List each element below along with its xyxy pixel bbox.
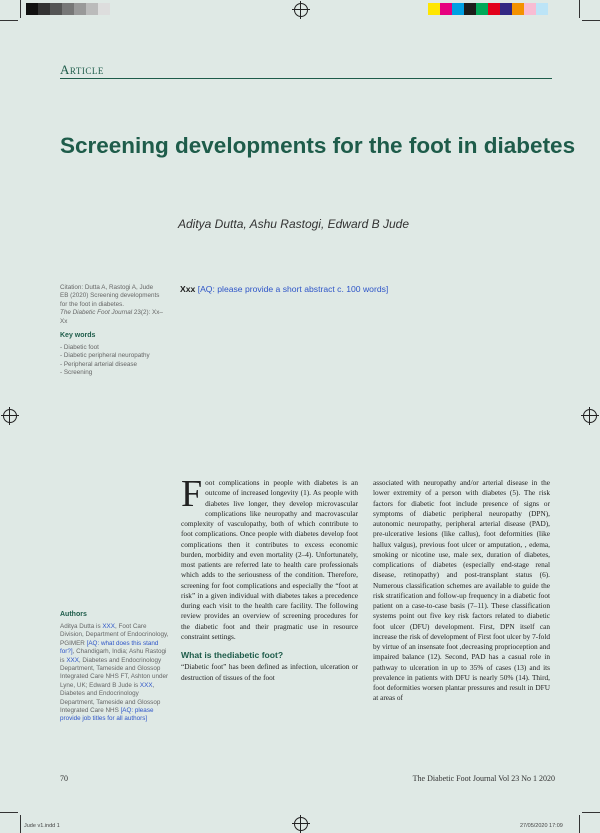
- crop-mark: [0, 20, 18, 21]
- gray-swatch: [98, 3, 110, 15]
- crop-mark: [582, 20, 600, 21]
- color-swatch: [452, 3, 464, 15]
- authors-heading: Authors: [60, 611, 87, 618]
- section-label: Article: [60, 62, 104, 77]
- gray-swatch: [50, 3, 62, 15]
- citation: [60, 284, 168, 326]
- abstract-query: [AQ: please provide a short abstract c. 100 words]: [197, 284, 389, 294]
- color-swatch: [512, 3, 524, 15]
- affiliation-text: , Foot Care Division, Department of Endocrinology, PGIMER: [60, 623, 169, 647]
- keywords-heading: Key words: [60, 332, 96, 339]
- author-affiliations: [60, 623, 170, 724]
- color-swatch: [536, 3, 548, 15]
- body-paragraph: associated with neuropathy and/or arterial disease in the lower extremity of a person with diabetes (5). The risk factors for diabetic foot include presence of signs or symptoms of diabetic peripheral neuropathy (DPN), autonomic neuropathy, peripheral arterial disease (PAD), pre-ulcerative lesions (like callus), foot deformities (like hallux valgus), previous foot ulcer or amputation, , edema, smoking or nicotine use, male sex, duration of diabetes, complications of diabetes (especially end-stage renal disease, retinopathy) and post-transplant status (6). Numerous classification schemes are available to guide the risk stratification and follow-up frequency in a diabetic foot patient on a case-to-case basis (7–11). These classification systems point out five key risk factors related to diabetic foot ulcer (DFU) development. First, DPN itself can increase the risk of development of First foot ulcer by 7-fold by virtue of an insensate foot ,decreasing proprioception and impaired balance (12). Second, PAD has a casual role in pathway to ulceration in up to 35% of cases (13) and its prevalence in patients with DFU is nearly 50% (14). Third, foot deformities worsen plantar pressures and result in DFU at areas of: [373, 478, 550, 703]
- keyword-item: - Peripheral arterial disease: [60, 360, 137, 368]
- author-query: [AQ: please provide job titles for all authors]: [60, 707, 154, 723]
- author-query: XXX: [139, 681, 153, 689]
- citation-journal: The Diabetic Foot Journal: [60, 309, 133, 317]
- gray-swatch: [62, 3, 74, 15]
- gray-swatch: [86, 3, 98, 15]
- registration-mark-bottom: [294, 817, 308, 831]
- color-swatch: [464, 3, 476, 15]
- crop-mark: [579, 0, 580, 18]
- abstract-lead: Xxx: [180, 284, 196, 294]
- body-paragraph: oot complications in people with diabetes is an outcome of increased longevity (1). As people with diabetes live longer, they develop microvascular complications like neuropathy and macrovascular complexity of vasculopathy, both of which contribute to foot complications. Once people with diabetes develop foot complications then it contributes to excess economic burden, morbidity and even mortality (2–4). Unfortunately, most patients are referred late to health care professionals which adds to the seriousness of the condition. Therefore, screening for foot complications and especially the “foot at risk” in a given individual with diabetes takes a precedence during each visit to the health care facility. The following review provides an overview of screening procedures for the diabetic foot and their pragmatic use in resource constraint settings.: [181, 478, 358, 641]
- drop-cap: F: [181, 473, 203, 515]
- color-swatch: [488, 3, 500, 15]
- crop-mark: [20, 0, 21, 18]
- journal-footer: The Diabetic Foot Journal Vol 23 No 1 2020: [412, 774, 555, 783]
- color-swatch: [428, 3, 440, 15]
- crop-mark: [582, 812, 600, 813]
- color-swatch: [440, 3, 452, 15]
- registration-mark-left: [3, 409, 17, 423]
- header-rule: [60, 78, 552, 79]
- affiliation-text: , Diabetes and Endocrinology Department, Tameside and Glossop Integrated Care NHS FT, Ashton under Lyne, UK; Edward B Jude is: [60, 656, 169, 689]
- crop-mark: [579, 815, 580, 833]
- registration-mark-right: [583, 409, 597, 423]
- citation-line: EB (2020) Screening developments: [60, 292, 160, 300]
- citation-line: for the foot in diabetes.: [60, 300, 125, 308]
- citation-volume: 23(2): Xx–Xx: [60, 309, 163, 325]
- crop-mark: [0, 812, 18, 813]
- section-heading: What is thediabetic foot?: [181, 650, 284, 660]
- registration-mark-top: [294, 3, 308, 17]
- affiliation-text: , Chandigarh, India; Ashu Rastogi is: [60, 648, 167, 664]
- page-number: 70: [60, 774, 68, 783]
- author-query: [AQ: what does this stand for?]: [60, 639, 159, 656]
- citation-line: Citation: Dutta A, Rastogi A, Jude: [60, 284, 154, 291]
- slug-filename: Jude v1.indd 1: [24, 823, 60, 829]
- color-swatch: [524, 3, 536, 15]
- keywords-list: [60, 344, 168, 378]
- color-swatch: [500, 3, 512, 15]
- color-swatch: [476, 3, 488, 15]
- author-query: XXX: [102, 623, 115, 630]
- affiliation-text: Aditya Dutta is: [60, 623, 103, 630]
- author-list: Aditya Dutta, Ashu Rastogi, Edward B Jude: [178, 217, 410, 231]
- body-paragraph: “Diabetic foot” has been defined as infection, ulceration or destruction of tissues of the foot: [181, 662, 358, 682]
- keyword-item: - Screening: [60, 369, 93, 377]
- crop-mark: [20, 815, 21, 833]
- gray-swatch: [74, 3, 86, 15]
- body-column-2: [373, 478, 550, 704]
- gray-swatch: [38, 3, 50, 15]
- keyword-item: - Diabetic peripheral neuropathy: [60, 352, 150, 360]
- author-query: XXX: [66, 656, 79, 664]
- gray-swatch: [26, 3, 38, 15]
- abstract: [180, 284, 388, 294]
- body-column-1: [181, 473, 358, 683]
- article-title: Screening developments for the foot in diabetes: [60, 133, 576, 158]
- keyword-item: - Diabetic foot: [60, 344, 99, 351]
- slug-timestamp: 27/05/2020 17:09: [520, 823, 563, 829]
- affiliation-text: , Diabetes and Endocrinology Department, Tameside and Glossop Integrated Care NHS: [60, 681, 161, 715]
